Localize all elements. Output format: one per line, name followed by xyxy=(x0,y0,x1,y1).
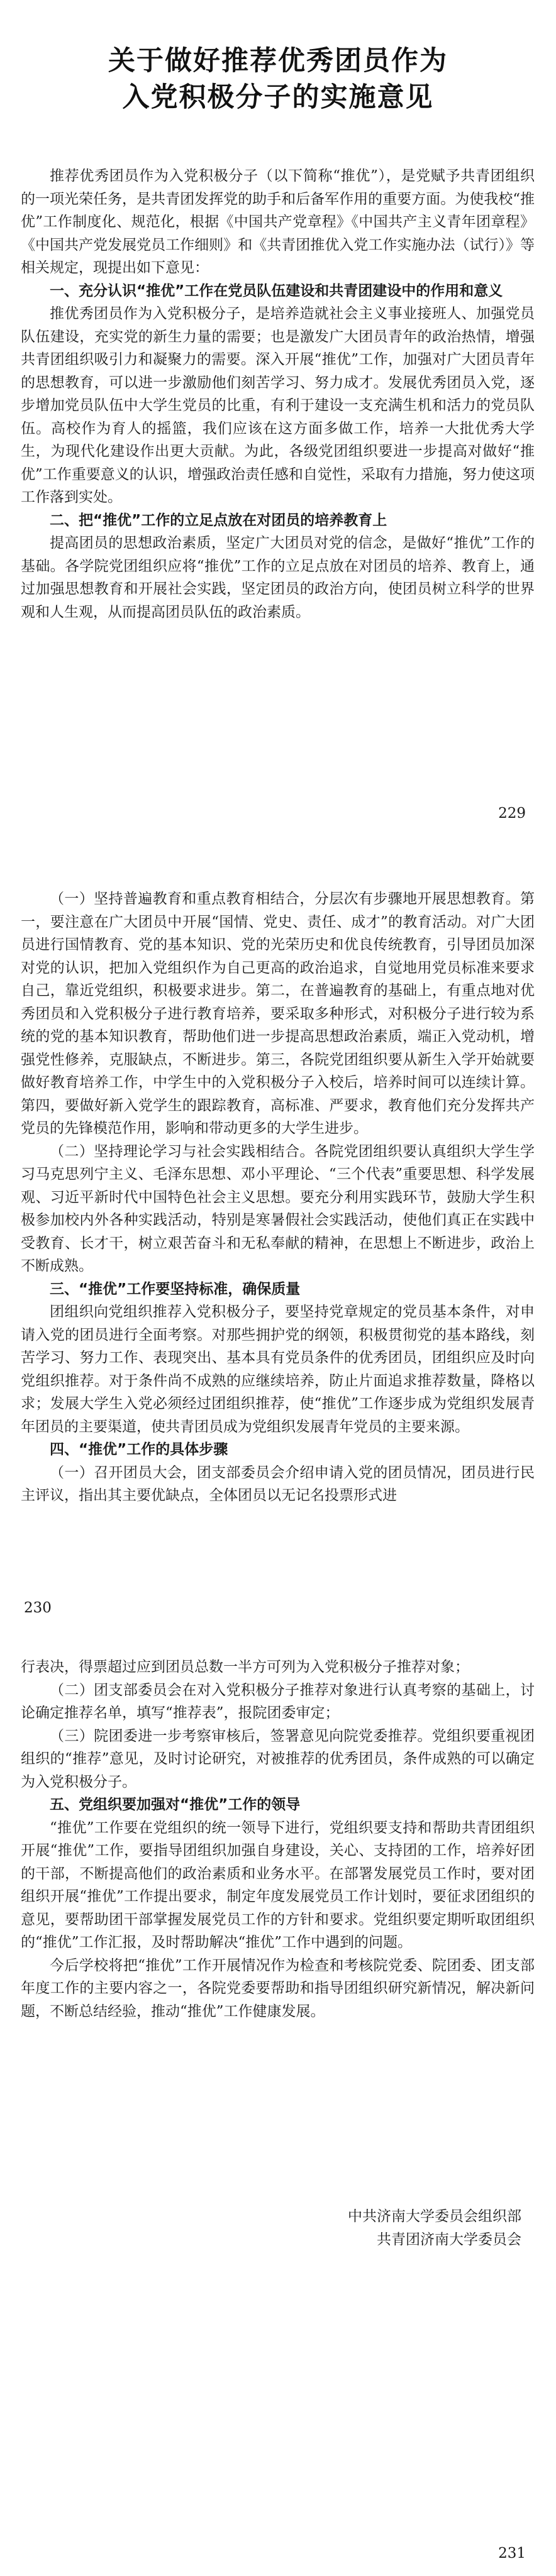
signature-line-1: 中共济南大学委员会组织部 xyxy=(348,2208,521,2225)
section-2-paragraph-1: 提高团员的思想政治素质，坚定广大团员对党的信念，是做好“推优”工作的基础。各学院党团组织应将“推优”工作的立足点放在对团员的培养、教育上，通过加强思想教育和开展社会实践，坚定团员的政治方向，使团员树立科学的世界观和人生观，从而提高团员队伍的政治素质。 xyxy=(21,535,535,620)
closing-paragraph: 今后学校将把“推优”工作开展情况作为检查和考核院党委、院团委、团支部年度工作的主要内容之一，各院党委要帮助和指导团组织研究新情况，解决新问题，不断总结经验，推动“推优”工作健康发展。 xyxy=(21,1957,535,2020)
section-3-paragraph: 团组织向党组织推荐入党积极分子，要坚持党章规定的党员基本条件，对申请入党的团员进行全面考察。对那些拥护党的纲领，积极贯彻党的基本路线，刻苦学习、努力工作、表现突出、基本具有党员条件的优秀团员，团组织应及时向党组织推荐。对于条件尚不成熟的应继续培养，防止片面追求推荐数量，降格以求；发展大学生入党必须经过团组织推荐，使“推优”工作逐步成为党组织发展青年团员的主要渠道，使共青团员成为党组织发展青年党员的主要来源。 xyxy=(21,1304,535,1435)
section-1-paragraph: 推优秀团员作为入党积极分子，是培养造就社会主义事业接班人、加强党员队伍建设，充实党的新生力量的需要；也是激发广大团员青年的政治热情，增强共青团组织吸引力和凝聚力的需要。深入开展“推优”工作，加强对广大团员青年的思想教育，可以进一步激励他们刻苦学习、努力成才。发展优秀团员入党，逐步增加党员队伍中大学生党员的比重，有利于建设一支充满生机和活力的党员队伍。高校作为育人的摇篮，我们应该在这方面多做工作，培养一大批优秀大学生，为现代化建设作出更大贡献。为此，各级党团组织要进一步提高对做好“推优”工作重要意义的认识，增强政治责任感和自觉性，采取有力措施，努力使这项工作落到实处。 xyxy=(21,305,535,505)
section-1-heading: 一、充分认识“推优”工作在党员队伍建设和共青团建设中的作用和意义 xyxy=(50,282,503,299)
signature-line-2: 共青团济南大学委员会 xyxy=(377,2231,521,2248)
page-230-body xyxy=(21,888,535,1507)
section-3-heading: 三、“推优”工作要坚持标准，确保质量 xyxy=(50,1280,301,1297)
page-231-body xyxy=(21,1656,535,2023)
document-title-line2: 入党积极分子的实施意见 xyxy=(122,82,434,113)
page-number-230: 230 xyxy=(24,1600,52,1616)
section-5-paragraph: “推优”工作要在党组织的统一领导下进行，党组织要支持和帮助共青团组织开展“推优”工作，要指导团组织加强自身建设，关心、支持团的工作，培养好团的干部，不断提高他们的政治素质和业务水平。在部署发展党员工作时，要对团组织开展“推优”工作提出要求，制定年度发展党员工作计划时，要征求团组织的意见，要帮助团干部掌握发展党员工作的方针和要求。党组织要定期听取团组织的“推优”工作汇报，及时帮助解决“推优”工作中遇到的问题。 xyxy=(21,1819,535,1951)
signature-block xyxy=(348,2205,521,2251)
page-number-229: 229 xyxy=(498,805,526,822)
page-229-body xyxy=(21,165,535,624)
section-5-heading: 五、党组织要加强对“推优”工作的领导 xyxy=(50,1797,301,1813)
page-number-231: 231 xyxy=(498,2545,526,2562)
section-2-paragraph-3: （二）坚持理论学习与社会实践相结合。各院党团组织要认真组织大学生学习马克思列宁主义、毛泽东思想、邓小平理论、“三个代表”重要思想、科学发展观、习近平新时代中国特色社会主义思想。要充分利用实践环节，鼓励大学生积极参加校内外各种实践活动，特别是寒暑假社会实践活动，使他们真正在实践中受教育、长才干，树立艰苦奋斗和无私奉献的精神，在思想上不断进步，政治上不断成熟。 xyxy=(21,1143,535,1274)
section-4-paragraph-2: （二）团支部委员会在对入党积极分子推荐对象进行认真考察的基础上，讨论确定推荐名单，填写“推荐表”，报院团委审定； xyxy=(21,1682,535,1721)
document-title-line1: 关于做好推荐优秀团员作为 xyxy=(108,45,448,77)
section-2-paragraph-2: （一）坚持普遍教育和重点教育相结合，分层次有步骤地开展思想教育。第一，要注意在广大团员中开展“国情、党史、责任、成才”的教育活动。对广大团员进行国情教育、党的基本知识、党的光荣历史和优良传统教育，引导团员加深对党的认识，把加入党组织作为自己更高的政治追求，自觉地用党员标准来要求自己，靠近党组织，积极要求进步。第二，在普遍教育的基础上，有重点地对优秀团员和入党积极分子进行教育培养，要采取多种形式，对积极分子进行较为系统的党的基本知识教育，帮助他们进一步提高思想政治素质，端正入党动机，增强党性修养，克服缺点，不断进步。第三，各院党团组织要从新生入学开始就要做好教育培养工作，中学生中的入党积极分子入校后，培养时间可以连续计算。第四，要做好新入党学生的跟踪教育，高标准、严要求，教育他们充分发挥共产党员的先锋模范作用，影响和带动更多的大学生进步。 xyxy=(21,891,535,1137)
section-2-heading: 二、把“推优”工作的立足点放在对团员的培养教育上 xyxy=(50,512,387,529)
section-4-paragraph-1-continued: 行表决，得票超过应到团员总数一半方可列为入党积极分子推荐对象； xyxy=(21,1659,469,1675)
section-4-paragraph-3: （三）院团委进一步考察审核后，签署意见向院党委推荐。党组织要重视团组织的“推荐”意见，及时讨论研究，对被推荐的优秀团员，条件成熟的可以确定为入党积极分子。 xyxy=(21,1727,535,1790)
section-4-heading: 四、“推优”工作的具体步骤 xyxy=(50,1441,228,1458)
section-4-paragraph-1: （一）召开团员大会，团支部委员会介绍申请入党的团员情况，团员进行民主评议，指出其主要优缺点，全体团员以无记名投票形式进 xyxy=(21,1464,535,1504)
intro-paragraph: 推荐优秀团员作为入党积极分子（以下简称“推优”），是党赋予共青团组织的一项光荣任务，是共青团发挥党的助手和后备军作用的重要方面。为使我校“推优”工作制度化、规范化，根据《中国共产党章程》《中国共产主义青年团章程》《中国共产党发展党员工作细则》和《共青团推优入党工作实施办法（试行）》等相关规定，现提出如下意见： xyxy=(21,168,535,276)
